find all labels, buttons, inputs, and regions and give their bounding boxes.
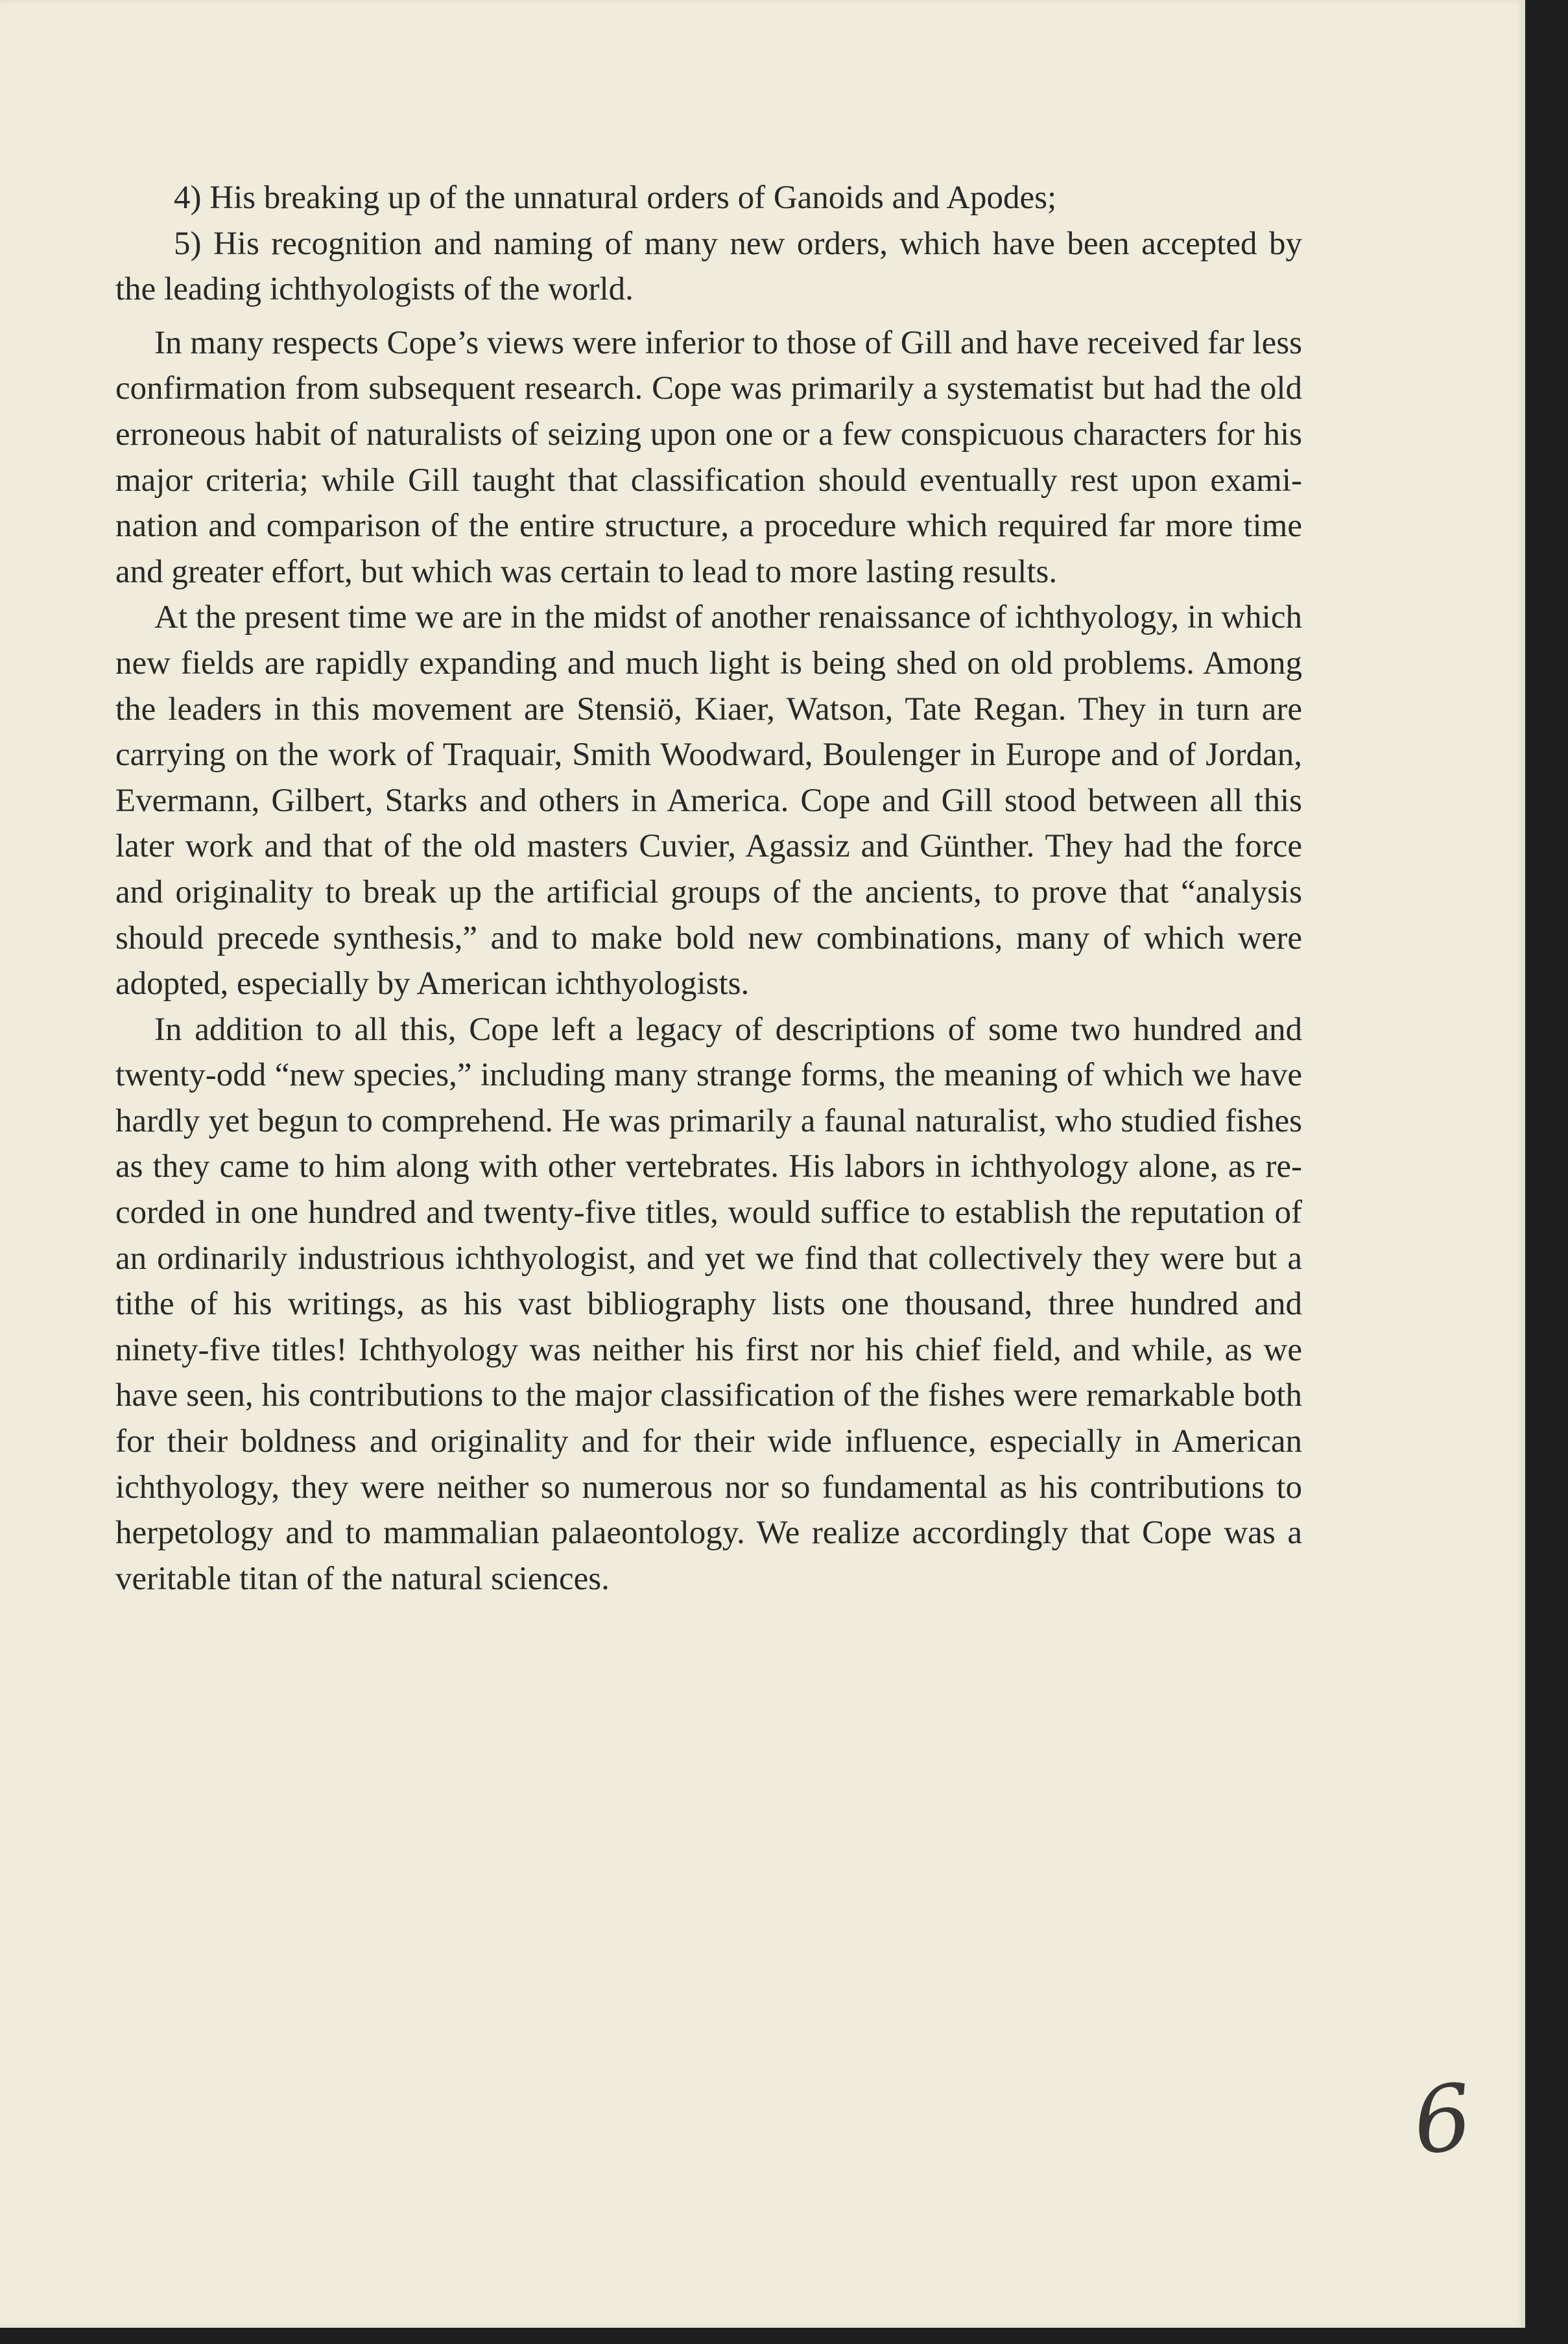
text-block xyxy=(115,175,1302,1602)
paragraph-cope-gill-comparison: In many respects Cope’s views were inferior to those of Gill and have received far less confirmation from subsequent research. Cope was primarily a systematist but had the old erroneous habit of naturalists of seizing upon one or a few conspicuous characters for his major criteria; while Gill taught that classification should eventually rest upon examination and comparison of the entire structure, a procedure which required far more time and greater effort, but which was certain to lead to more lasting results. xyxy=(115,324,1302,590)
handwritten-page-number: 6 xyxy=(1408,2064,1477,2176)
list-item-5: 5) His recognition and naming of many new orders, which have been accepted by the leading ichthyologists of the world. xyxy=(115,225,1302,308)
paragraph-cope-legacy: In addition to all this, Cope left a legacy of descriptions of some two hundred and twenty-odd “new species,” including many strange forms, the meaning of which we have hardly yet begun to comprehend. He was primarily a faunal naturalist, who studied fishes as they came to him along with other vertebrates. His labors in ichthyology alone, as recorded in one hundred and twenty-five titles, would suffice to establish the reputation of an ordinarily industrious ichthyologist, and yet we find that collectively they were but a tithe of his writings, as his vast bibliography lists one thousand, three hundred and ninety-five titles! Ichthyology was neither his first nor his chief field, and while, as we have seen, his contributions to the major classification of the fishes were remarkable both for their boldness and originality and for their wide influence, especially in American ichthyology, they were neither so numerous nor so fundamental as his contributions to herpetology and to mammalian palaeontology. We realize accordingly that Cope was a veritable titan of the natural sciences. xyxy=(115,1011,1302,1597)
list-item-4: 4) His breaking up of the unnatural orders of Ganoids and Apodes; xyxy=(174,180,1057,216)
paragraph-renaissance-ichthyology: At the present time we are in the midst of another renaissance of ichthyology, in which new fields are rapidly expanding and much light is being shed on old problems. Among the leaders in this movement are Stensiö, Kiaer, Watson, Tate Regan. They in turn are carrying on the work of Traquair, Smith Woodward, Boulenger in Europe and of Jordan, Evermann, Gilbert, Starks and others in America. Cope and Gill stood between all this later work and that of the old masters Cuvier, Agassiz and Günther. They had the force and originality to break up the artificial groups of the ancients, to prove that “analysis should precede synthesis,” and to make bold new combinations, many of which were adopted, especially by American ichthyologists. xyxy=(115,599,1302,1002)
